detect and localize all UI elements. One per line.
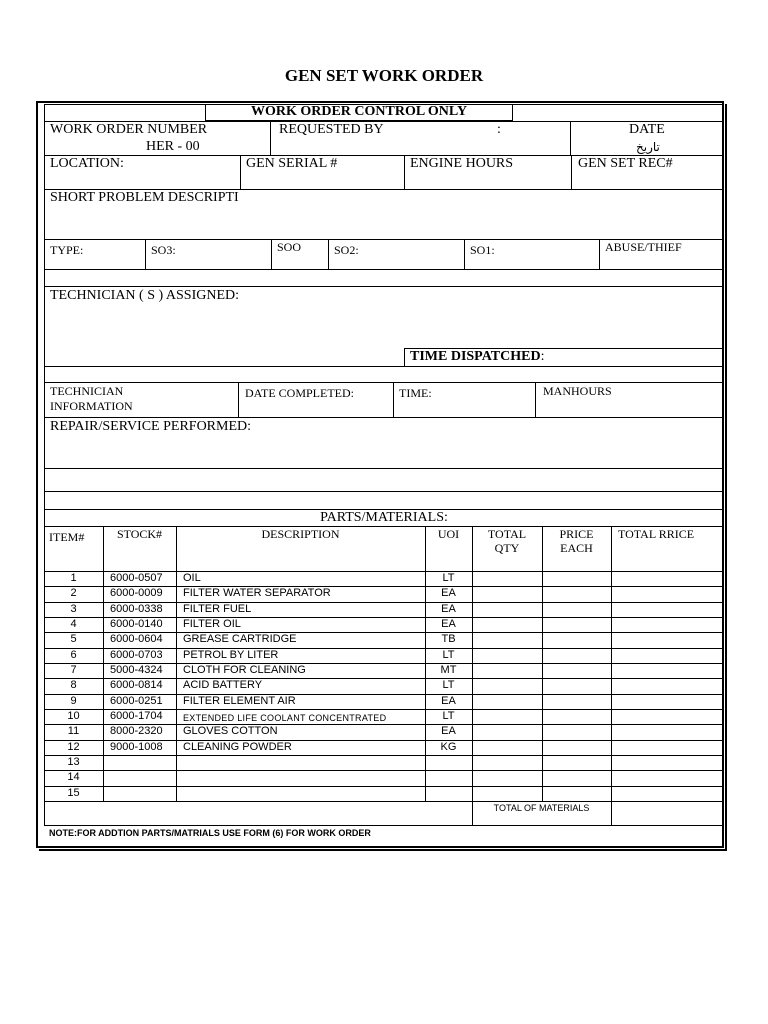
work-order-number-value[interactable]: HER - 00 — [146, 139, 200, 154]
date-label-arabic: تاريخ — [636, 140, 660, 154]
time-dispatched-label: TIME DISPATCHED: — [410, 349, 545, 364]
manhours-label: MANHOURS — [543, 384, 612, 398]
row-description: FILTER FUEL — [183, 603, 252, 615]
row-uoi: EA — [441, 603, 456, 615]
engine-hours-label: ENGINE HOURS — [410, 156, 514, 171]
row-item-number: 1 — [70, 572, 77, 584]
abuse-thief-label: ABUSE/THIEF — [605, 240, 682, 254]
row-item-number: 14 — [67, 771, 80, 783]
row-stock-number: 6000-0009 — [110, 587, 163, 599]
row-item-number: 11 — [67, 725, 80, 737]
row-item-number: 15 — [67, 787, 80, 799]
row-stock-number: 6000-0140 — [110, 618, 163, 630]
row-uoi: LT — [442, 710, 455, 722]
row-description: FILTER ELEMENT AIR — [183, 695, 296, 707]
row-description: FILTER WATER SEPARATOR — [183, 587, 331, 599]
row-stock-number: 9000-1008 — [110, 741, 163, 753]
col-price-each-header-2: EACH — [560, 541, 593, 555]
requested-by-label: REQUESTED BY — [279, 122, 384, 137]
row-description: CLEANING POWDER — [183, 741, 292, 753]
row-stock-number: 6000-0338 — [110, 603, 163, 615]
row-stock-number: 6000-1704 — [110, 710, 163, 722]
time-label: TIME: — [399, 386, 432, 400]
repair-service-label: REPAIR/SERVICE PERFORMED: — [50, 419, 252, 434]
row-description: PETROL BY LITER — [183, 649, 279, 661]
row-description: CLOTH FOR CLEANING — [183, 664, 306, 676]
row-item-number: 9 — [70, 695, 77, 707]
parts-materials-header: PARTS/MATERIALS: — [320, 510, 448, 525]
row-item-number: 12 — [67, 741, 80, 753]
row-item-number: 7 — [70, 664, 77, 676]
type-label: TYPE: — [50, 243, 84, 257]
row-stock-number: 6000-0703 — [110, 649, 163, 661]
row-item-number: 10 — [67, 710, 80, 722]
row-uoi: LT — [442, 572, 455, 584]
col-price-each-header-1: PRICE — [559, 527, 594, 541]
row-item-number: 5 — [70, 633, 77, 645]
col-total-price-header: TOTAL RRICE — [618, 527, 695, 541]
row-uoi: EA — [441, 618, 456, 630]
col-item-header: ITEM# — [49, 530, 85, 544]
date-completed-label: DATE COMPLETED: — [245, 386, 354, 400]
technician-assigned-label: TECHNICIAN ( S ) ASSIGNED: — [50, 288, 239, 303]
col-description-header: DESCRIPTION — [261, 527, 340, 541]
row-description: GLOVES COTTON — [183, 725, 278, 737]
row-uoi: MT — [440, 664, 457, 676]
row-stock-number: 6000-0814 — [110, 679, 163, 691]
row-description: FILTER OIL — [183, 618, 241, 630]
requested-by-colon: : — [497, 122, 501, 137]
row-stock-number: 8000-2320 — [110, 725, 163, 737]
col-total-qty-header-1: TOTAL — [487, 527, 527, 541]
row-stock-number: 6000-0507 — [110, 572, 163, 584]
row-description: OIL — [183, 572, 201, 584]
row-item-number: 3 — [70, 603, 77, 615]
row-uoi: KG — [440, 741, 457, 753]
row-item-number: 4 — [70, 618, 77, 630]
row-uoi: TB — [441, 633, 456, 645]
soo-label: SOO — [277, 240, 302, 254]
short-problem-label: SHORT PROBLEM DESCRIPTI — [50, 190, 239, 205]
row-stock-number: 6000-0604 — [110, 633, 163, 645]
control-header: WORK ORDER CONTROL ONLY — [250, 104, 468, 119]
col-stock-header: STOCK# — [116, 527, 163, 541]
row-uoi: LT — [442, 649, 455, 661]
so3-label: SO3: — [151, 243, 176, 257]
gen-serial-label: GEN SERIAL # — [246, 156, 338, 171]
row-item-number: 6 — [70, 649, 77, 661]
gen-set-rec-label: GEN SET REC# — [578, 156, 673, 171]
location-label: LOCATION: — [50, 156, 124, 171]
form-title: GEN SET WORK ORDER — [284, 66, 484, 85]
row-uoi: EA — [441, 695, 456, 707]
row-item-number: 2 — [70, 587, 77, 599]
technician-info-line1: TECHNICIAN — [50, 384, 124, 398]
so2-label: SO2: — [334, 243, 359, 257]
col-total-qty-header-2: QTY — [494, 541, 520, 555]
row-description: GREASE CARTRIDGE — [183, 633, 297, 645]
technician-info-line2: INFORMATION — [50, 399, 133, 413]
form-note: NOTE:FOR ADDTION PARTS/MATRIALS USE FORM (6) FOR WORK ORDER — [49, 828, 371, 838]
row-stock-number: 5000-4324 — [110, 664, 163, 676]
col-uoi-header: UOI — [437, 527, 460, 541]
row-item-number: 13 — [67, 756, 80, 768]
row-uoi: EA — [441, 725, 456, 737]
total-of-materials-label: TOTAL OF MATERIALS — [493, 803, 590, 813]
row-uoi: LT — [442, 679, 455, 691]
row-item-number: 8 — [70, 679, 77, 691]
row-uoi: EA — [441, 587, 456, 599]
work-order-number-label: WORK ORDER NUMBER — [50, 122, 208, 137]
row-stock-number: 6000-0251 — [110, 695, 163, 707]
so1-label: SO1: — [470, 243, 495, 257]
row-description: ACID BATTERY — [183, 679, 263, 691]
row-description: EXTENDED LIFE COOLANT CONCENTRATED — [183, 713, 387, 723]
date-label: DATE — [629, 122, 665, 137]
